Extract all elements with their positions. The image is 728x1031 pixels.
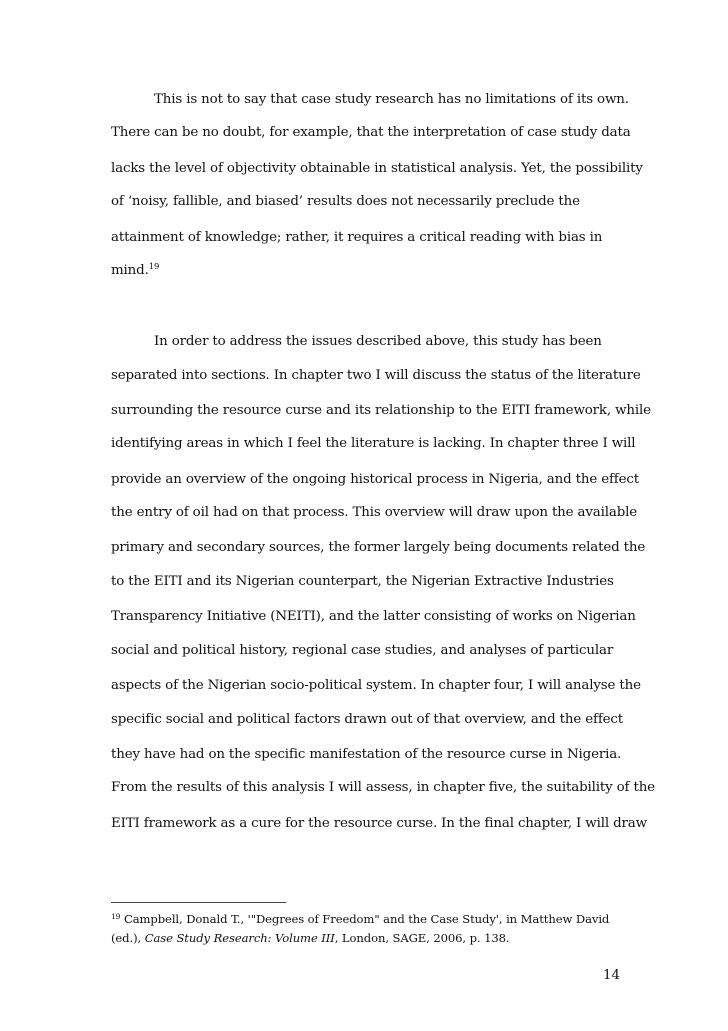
footnote-book-title: Case Study Research: Volume III	[144, 931, 335, 945]
text-line: In order to address the issues described above, this study has been	[154, 334, 602, 349]
text-line: of ‘noisy, fallible, and biased’ results does not necessarily preclude the	[111, 194, 580, 209]
footnote-separator	[111, 902, 286, 903]
text-line: social and political history, regional case studies, and analyses of particular	[111, 643, 614, 658]
text-line: Transparency Initiative (NEITI), and the latter consisting of works on Nigerian	[111, 609, 636, 624]
text-line: lacks the level of objectivity obtainable in statistical analysis. Yet, the possibility	[111, 161, 643, 176]
text-line: to the EITI and its Nigerian counterpart, the Nigerian Extractive Industries	[111, 574, 614, 589]
text-line: they have had on the specific manifestation of the resource curse in Nigeria.	[111, 747, 622, 762]
text-line: surrounding the resource curse and its relationship to the EITI framework, while	[111, 403, 651, 418]
footnote-reference[interactable]: 19	[148, 262, 160, 272]
footnote-line	[111, 911, 609, 927]
page-number: 14	[602, 968, 620, 983]
footnote-number: 19	[111, 912, 121, 921]
text-line: identifying areas in which I feel the literature is lacking. In chapter three I will	[111, 436, 636, 451]
text-line: EITI framework as a cure for the resource curse. In the final chapter, I will draw	[111, 816, 647, 831]
text-line: the entry of oil had on that process. This overview will draw upon the available	[111, 505, 638, 520]
footnote-text: (ed.),	[111, 931, 145, 945]
text-line: aspects of the Nigerian socio-political system. In chapter four, I will analyse the	[111, 678, 641, 693]
footnote-citation: Campbell, Donald T., '"Degrees of Freedom" and the Case Study', in Matthew David	[123, 912, 610, 926]
text-line: provide an overview of the ongoing historical process in Nigeria, and the effect	[111, 472, 639, 487]
text-line: primary and secondary sources, the former largely being documents related the	[111, 540, 646, 555]
footnote-text: , London, SAGE, 2006, p. 138.	[334, 931, 510, 945]
text-line-content: mind.	[111, 263, 149, 278]
text-line: separated into sections. In chapter two I will discuss the status of the literature	[111, 368, 641, 383]
text-line	[111, 262, 159, 280]
text-line: There can be no doubt, for example, that the interpretation of case study data	[111, 125, 631, 140]
text-line: This is not to say that case study research has no limitations of its own.	[154, 92, 629, 107]
text-line: attainment of knowledge; rather, it requires a critical reading with bias in	[111, 230, 603, 245]
text-line: specific social and political factors drawn out of that overview, and the effect	[111, 712, 624, 727]
footnote-line	[111, 930, 510, 946]
text-line: From the results of this analysis I will assess, in chapter five, the suitability of the	[111, 780, 655, 795]
